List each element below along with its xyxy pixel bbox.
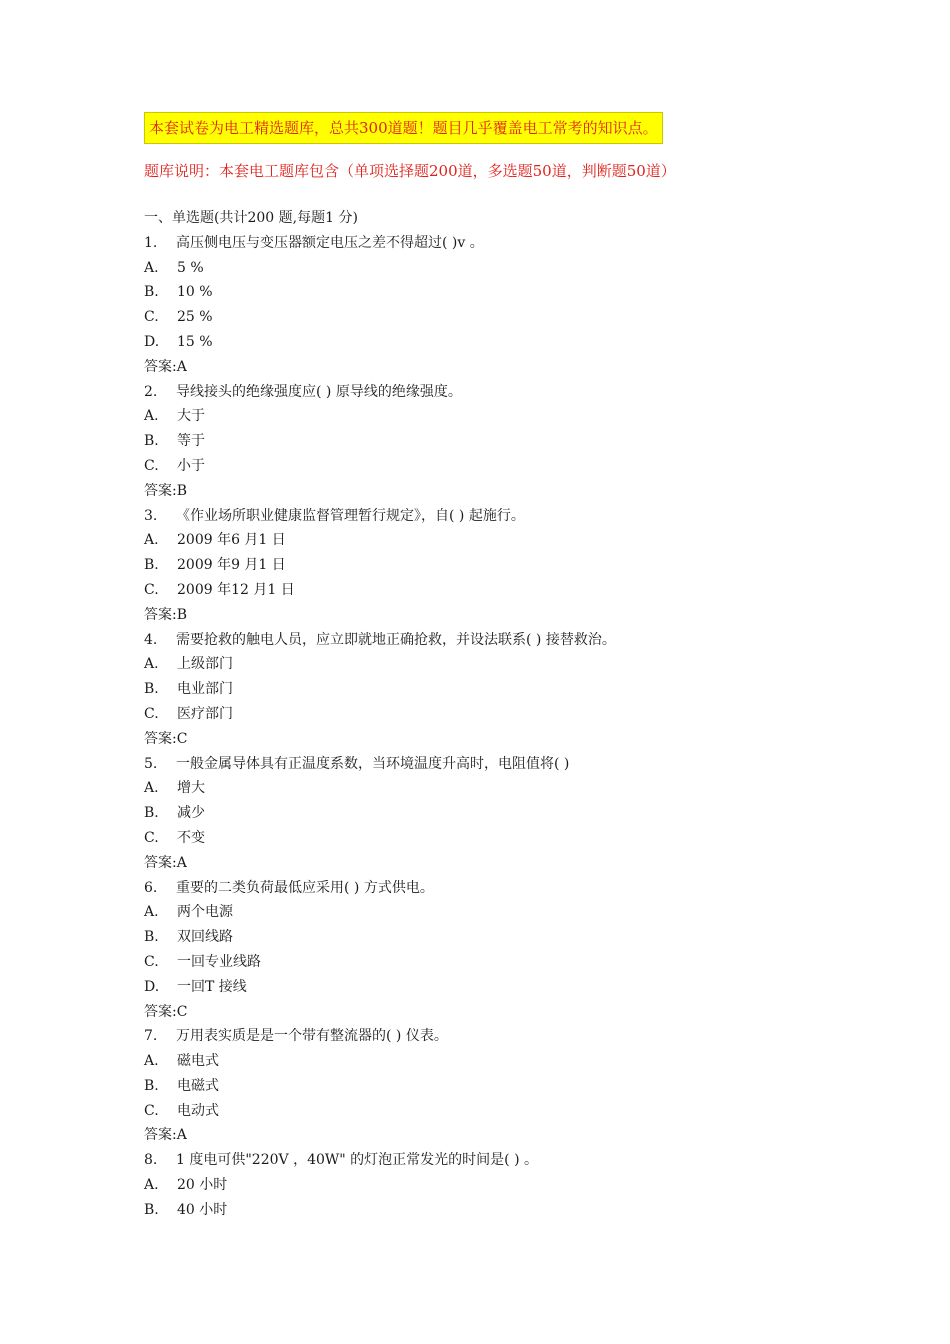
option-item bbox=[144, 677, 824, 702]
option-letter: D. bbox=[144, 333, 160, 350]
option-text: 2009 年6 月1 日 bbox=[177, 532, 286, 549]
option-letter: C. bbox=[144, 457, 159, 474]
option-letter: C. bbox=[144, 953, 159, 970]
option-item bbox=[144, 1074, 824, 1099]
question-item bbox=[144, 628, 824, 752]
option-letter: A. bbox=[144, 1177, 159, 1194]
option-item bbox=[144, 826, 824, 851]
option-text: 小于 bbox=[177, 457, 205, 474]
option-item bbox=[144, 305, 824, 330]
option-letter: C. bbox=[144, 705, 159, 722]
section-title: 一、单选题(共计200 题,每题1 分) bbox=[144, 210, 358, 226]
question-item bbox=[144, 380, 824, 504]
option-letter: C. bbox=[144, 309, 159, 326]
option-text: 5 % bbox=[177, 259, 204, 276]
answer-line: 答案:A bbox=[144, 854, 187, 871]
bank-description: 题库说明：本套电工题库包含（单项选择题200道，多选题50道，判断题50道） bbox=[144, 162, 676, 180]
option-item bbox=[144, 1198, 824, 1223]
option-item bbox=[144, 1049, 824, 1074]
option-letter: B. bbox=[144, 1201, 159, 1218]
option-item bbox=[144, 454, 824, 479]
question-text: 《作业场所职业健康监督管理暂行规定》，自( ) 起施行。 bbox=[176, 507, 525, 524]
option-item bbox=[144, 801, 824, 826]
highlight-banner: 本套试卷为电工精选题库，总共300道题！题目几乎覆盖电工常考的知识点。 bbox=[144, 112, 663, 144]
answer-line: 答案:B bbox=[144, 482, 188, 499]
question-item bbox=[144, 1024, 824, 1148]
question-number: 2. bbox=[144, 383, 158, 400]
question-text: 1 度电可供"220V ，40W" 的灯泡正常发光的时间是( ) 。 bbox=[176, 1152, 538, 1169]
option-item bbox=[144, 429, 824, 454]
option-letter: B. bbox=[144, 681, 159, 698]
question-item bbox=[144, 504, 824, 628]
option-letter: B. bbox=[144, 1077, 159, 1094]
option-item bbox=[144, 950, 824, 975]
option-text: 2009 年12 月1 日 bbox=[177, 581, 295, 598]
answer-line: 答案:C bbox=[144, 730, 188, 747]
question-list bbox=[144, 231, 824, 1223]
question-item bbox=[144, 752, 824, 876]
question-text: 导线接头的绝缘强度应( ) 原导线的绝缘强度。 bbox=[176, 383, 462, 400]
question-number: 4. bbox=[144, 631, 158, 648]
question-stem bbox=[144, 752, 824, 777]
question-stem bbox=[144, 231, 824, 256]
question-stem bbox=[144, 876, 824, 901]
question-text: 万用表实质是是一个带有整流器的( ) 仪表。 bbox=[176, 1028, 448, 1045]
option-letter: B. bbox=[144, 557, 159, 574]
option-letter: B. bbox=[144, 805, 159, 822]
question-text: 重要的二类负荷最低应采用( ) 方式供电。 bbox=[176, 879, 434, 896]
option-letter: C. bbox=[144, 1102, 159, 1119]
option-item bbox=[144, 404, 824, 429]
option-letter: A. bbox=[144, 780, 159, 797]
option-letter: A. bbox=[144, 408, 159, 425]
option-item bbox=[144, 702, 824, 727]
question-number: 1. bbox=[144, 234, 158, 251]
question-stem bbox=[144, 1024, 824, 1049]
option-letter: A. bbox=[144, 532, 159, 549]
question-text: 高压侧电压与变压器额定电压之差不得超过( )v 。 bbox=[176, 234, 484, 251]
option-item bbox=[144, 652, 824, 677]
option-text: 两个电源 bbox=[177, 904, 233, 921]
option-item bbox=[144, 925, 824, 950]
option-item bbox=[144, 528, 824, 553]
answer-line: 答案:B bbox=[144, 606, 188, 623]
option-text: 一回T 接线 bbox=[177, 978, 247, 995]
answer-line: 答案:A bbox=[144, 1127, 187, 1144]
option-item bbox=[144, 330, 824, 355]
option-text: 15 % bbox=[177, 333, 213, 350]
question-text: 一般金属导体具有正温度系数，当环境温度升高时，电阻值将( ) bbox=[176, 755, 570, 772]
question-item bbox=[144, 876, 824, 1025]
option-letter: A. bbox=[144, 904, 159, 921]
option-item bbox=[144, 776, 824, 801]
option-letter: B. bbox=[144, 433, 159, 450]
option-text: 上级部门 bbox=[177, 656, 233, 673]
question-number: 3. bbox=[144, 507, 158, 524]
document-page bbox=[144, 112, 824, 1223]
option-text: 不变 bbox=[177, 829, 205, 846]
option-item bbox=[144, 1099, 824, 1124]
question-number: 5. bbox=[144, 755, 158, 772]
option-item bbox=[144, 280, 824, 305]
question-text: 需要抢救的触电人员，应立即就地正确抢救，并设法联系( ) 接替救治。 bbox=[176, 631, 616, 648]
option-text: 电磁式 bbox=[177, 1077, 219, 1094]
option-item bbox=[144, 1173, 824, 1198]
option-letter: B. bbox=[144, 929, 159, 946]
option-letter: A. bbox=[144, 656, 159, 673]
option-text: 电动式 bbox=[177, 1102, 219, 1119]
option-letter: B. bbox=[144, 284, 159, 301]
option-text: 等于 bbox=[177, 433, 205, 450]
option-letter: C. bbox=[144, 581, 159, 598]
option-text: 20 小时 bbox=[177, 1177, 228, 1194]
option-item bbox=[144, 578, 824, 603]
option-text: 40 小时 bbox=[177, 1201, 228, 1218]
option-letter: A. bbox=[144, 1053, 159, 1070]
question-stem bbox=[144, 380, 824, 405]
option-item bbox=[144, 975, 824, 1000]
option-text: 一回专业线路 bbox=[177, 953, 261, 970]
answer-line: 答案:C bbox=[144, 1003, 188, 1020]
option-text: 医疗部门 bbox=[177, 705, 233, 722]
answer-line: 答案:A bbox=[144, 358, 187, 375]
question-number: 6. bbox=[144, 879, 158, 896]
option-text: 增大 bbox=[177, 780, 205, 797]
question-item bbox=[144, 1148, 824, 1222]
option-letter: A. bbox=[144, 259, 159, 276]
option-text: 25 % bbox=[177, 309, 213, 326]
option-letter: D. bbox=[144, 978, 160, 995]
question-stem bbox=[144, 1148, 824, 1173]
option-text: 2009 年9 月1 日 bbox=[177, 557, 286, 574]
option-item bbox=[144, 256, 824, 281]
option-text: 10 % bbox=[177, 284, 213, 301]
option-item bbox=[144, 900, 824, 925]
option-text: 磁电式 bbox=[177, 1053, 219, 1070]
option-text: 电业部门 bbox=[177, 681, 233, 698]
option-letter: C. bbox=[144, 829, 159, 846]
question-stem bbox=[144, 628, 824, 653]
question-number: 8. bbox=[144, 1152, 158, 1169]
question-item bbox=[144, 231, 824, 380]
option-text: 大于 bbox=[177, 408, 205, 425]
option-text: 双回线路 bbox=[177, 929, 233, 946]
option-item bbox=[144, 553, 824, 578]
question-number: 7. bbox=[144, 1028, 158, 1045]
option-text: 减少 bbox=[177, 805, 205, 822]
question-stem bbox=[144, 504, 824, 529]
